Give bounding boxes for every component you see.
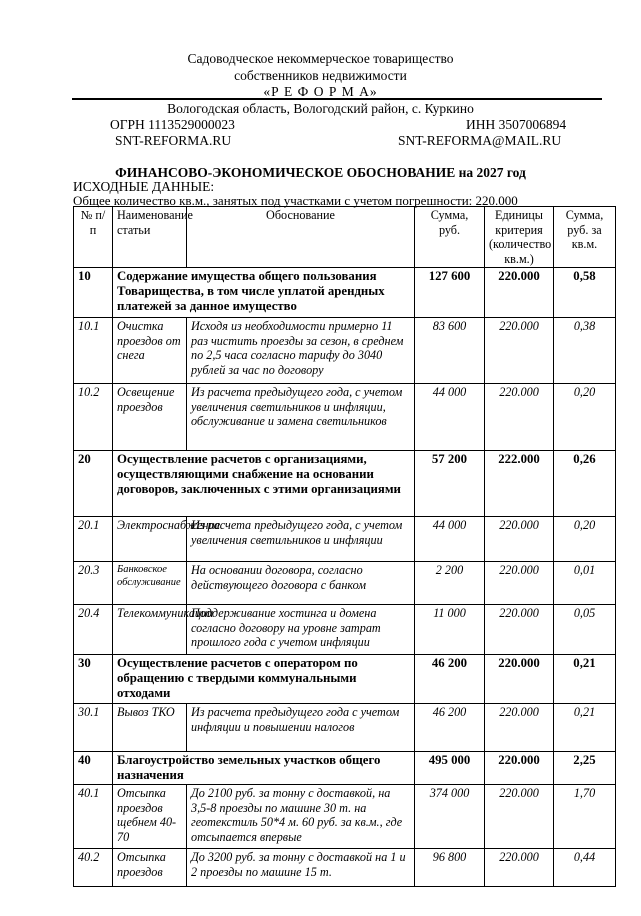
table-row [74, 849, 616, 887]
row-units: 220.000 [485, 318, 554, 384]
area-line: Общее количество кв.м., занятых под участками с учетом погрешности: 220.000 [73, 193, 518, 208]
row-per-sqm: 0,26 [554, 451, 616, 517]
website: SNT-REFORMA.RU [115, 133, 232, 148]
row-units: 220.000 [485, 752, 554, 785]
row-per-sqm: 1,70 [554, 785, 616, 849]
table-row [74, 517, 616, 562]
row-name: Банковское обслуживание [113, 562, 187, 605]
row-no: 30.1 [74, 704, 113, 752]
row-sum: 96 800 [415, 849, 485, 887]
table-row [74, 785, 616, 849]
row-sum: 11 000 [415, 605, 485, 655]
row-per-sqm: 0,20 [554, 384, 616, 451]
row-name: Очистка проездов от снега [113, 318, 187, 384]
header-no: № п/п [74, 207, 113, 268]
row-per-sqm: 0,21 [554, 655, 616, 704]
org-address: Вологодская область, Вологодский район, с. Куркино [167, 101, 474, 116]
table-row [74, 704, 616, 752]
row-per-sqm: 0,44 [554, 849, 616, 887]
row-no: 40.2 [74, 849, 113, 887]
row-basis: Из расчета предыдущего года, с учетом увеличения светильников и инфляции [187, 517, 415, 562]
row-units: 220.000 [485, 785, 554, 849]
header-sum: Сумма, руб. [415, 207, 485, 268]
table-row [74, 752, 616, 785]
row-basis: Из расчета предыдущего года, с учетом увеличения светильников и инфляции, обслуживание и замена светильников [187, 384, 415, 451]
row-no: 30 [74, 655, 113, 704]
row-sum: 44 000 [415, 384, 485, 451]
row-name: Электроснабжение [113, 517, 187, 562]
row-name: Осуществление расчетов с оператором по обращению с твердыми коммунальными отходами [113, 655, 415, 704]
inn: ИНН 3507006894 [466, 117, 567, 132]
row-no: 40.1 [74, 785, 113, 849]
row-sum: 57 200 [415, 451, 485, 517]
row-per-sqm: 0,21 [554, 704, 616, 752]
row-sum: 83 600 [415, 318, 485, 384]
table-row [74, 605, 616, 655]
row-basis: Поддерживание хостинга и домена согласно договору на уровне затрат прошлого года с учетом инфляции [187, 605, 415, 655]
row-units: 220.000 [485, 655, 554, 704]
row-sum: 2 200 [415, 562, 485, 605]
row-name: Освещение проездов [113, 384, 187, 451]
header-per-sqm: Сумма, руб. за кв.м. [554, 207, 616, 268]
header-name: Наименование статьи [113, 207, 187, 268]
financial-table [73, 206, 616, 887]
row-sum: 46 200 [415, 655, 485, 704]
row-units: 222.000 [485, 451, 554, 517]
row-units: 220.000 [485, 517, 554, 562]
table-row [74, 384, 616, 451]
document-title: ФИНАНСОВО-ЭКОНОМИЧЕСКОЕ ОБОСНОВАНИЕ на 2027 год [115, 165, 526, 180]
row-basis: Исходя из необходимости примерно 11 раз чистить проезды за сезон, в среднем по 2,5 часа согласно тарифу до 3040 рублей за час по договору [187, 318, 415, 384]
email: SNT-REFORMA@MAIL.RU [398, 133, 562, 148]
row-name: Отсыпка проездов [113, 849, 187, 887]
org-name-line-3: «Р Е Ф О Р М А» [263, 84, 378, 99]
row-sum: 374 000 [415, 785, 485, 849]
row-per-sqm: 0,20 [554, 517, 616, 562]
source-data-heading: ИСХОДНЫЕ ДАННЫЕ: [73, 179, 215, 194]
row-basis: До 3200 руб. за тонну с доставкой на 1 и 2 проезды по машине 15 т. [187, 849, 415, 887]
table-row [74, 318, 616, 384]
row-name: Телекоммуникации [113, 605, 187, 655]
row-units: 220.000 [485, 268, 554, 318]
row-name: Благоустройство земельных участков общего назначения [113, 752, 415, 785]
row-units: 220.000 [485, 849, 554, 887]
row-units: 220.000 [485, 384, 554, 451]
row-no: 40 [74, 752, 113, 785]
row-per-sqm: 0,05 [554, 605, 616, 655]
row-no: 20.4 [74, 605, 113, 655]
row-per-sqm: 0,58 [554, 268, 616, 318]
row-no: 10 [74, 268, 113, 318]
row-sum: 127 600 [415, 268, 485, 318]
row-name: Содержание имущества общего пользования Товарищества, в том числе уплатой арендных платежей за данное имущество [113, 268, 415, 318]
ogrn: ОГРН 1113529000023 [110, 117, 235, 132]
row-units: 220.000 [485, 704, 554, 752]
org-name-line-2: собственников недвижимости [234, 68, 407, 83]
row-no: 10.2 [74, 384, 113, 451]
header-basis: Обоснование [187, 207, 415, 268]
row-no: 20.3 [74, 562, 113, 605]
row-sum: 46 200 [415, 704, 485, 752]
row-per-sqm: 0,38 [554, 318, 616, 384]
table-row [74, 268, 616, 318]
row-no: 10.1 [74, 318, 113, 384]
table-row [74, 562, 616, 605]
row-per-sqm: 2,25 [554, 752, 616, 785]
row-units: 220.000 [485, 562, 554, 605]
row-name: Отсыпка проездов щебнем 40-70 [113, 785, 187, 849]
row-units: 220.000 [485, 605, 554, 655]
row-name: Вывоз ТКО [113, 704, 187, 752]
row-basis: Из расчета предыдущего года с учетом инфляции и повышении налогов [187, 704, 415, 752]
row-basis: До 2100 руб. за тонну с доставкой, на 3,5-8 проезды по машине 30 т. на геотекстиль 50*4 м. 60 руб. за кв.м., где отсыпается впервые [187, 785, 415, 849]
table-row [74, 451, 616, 517]
header-units: Единицы критерия (количество кв.м.) [485, 207, 554, 268]
row-no: 20.1 [74, 517, 113, 562]
row-sum: 44 000 [415, 517, 485, 562]
row-name: Осуществление расчетов с организациями, осуществляющими снабжение на основании договоров, заключенных с этими организациями [113, 451, 415, 517]
org-name-line-1: Садоводческое некоммерческое товарищество [187, 51, 454, 66]
table-row [74, 655, 616, 704]
table-header-row [74, 207, 616, 268]
row-sum: 495 000 [415, 752, 485, 785]
row-per-sqm: 0,01 [554, 562, 616, 605]
row-no: 20 [74, 451, 113, 517]
row-basis: На основании договора, согласно действующего договора с банком [187, 562, 415, 605]
